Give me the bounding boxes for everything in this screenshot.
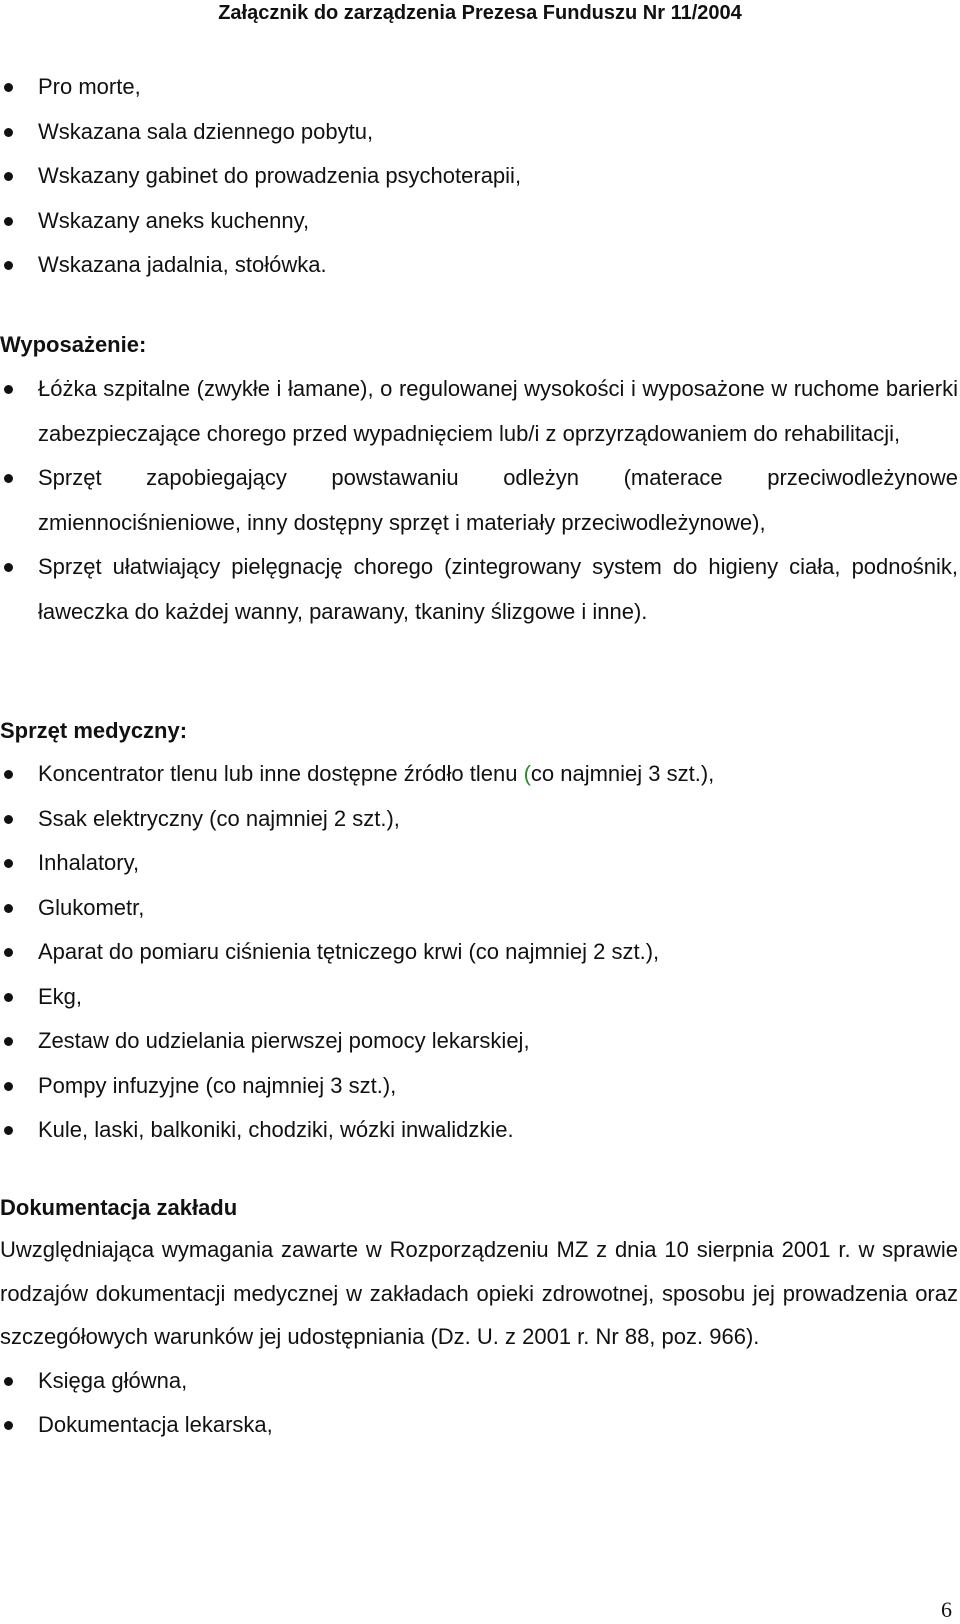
list-item: Ssak elektryczny (co najmniej 2 szt.), xyxy=(0,797,958,842)
list-item: Wskazana sala dziennego pobytu, xyxy=(0,110,958,155)
documentation-heading: Dokumentacja zakładu xyxy=(0,1195,238,1220)
highlighted-paren: ( xyxy=(523,761,531,786)
rooms-section xyxy=(0,65,958,288)
list-item: Zestaw do udzielania pierwszej pomocy lekarskiej, xyxy=(0,1019,958,1064)
equipment-section xyxy=(0,367,958,634)
list-item: Sprzęt zapobiegający powstawaniu odleżyn (materace przeciwodleżynowe zmiennociśnieniowe, inny dostępny sprzęt i materiały przeciwodleżynowe), xyxy=(0,456,958,545)
bullet-icon xyxy=(4,1037,13,1046)
bullet-icon xyxy=(4,83,13,92)
documentation-section xyxy=(0,1228,958,1448)
bullet-icon xyxy=(4,261,13,270)
bullet-icon xyxy=(4,1377,13,1386)
medical-heading: Sprzęt medyczny: xyxy=(0,718,188,743)
bullet-icon xyxy=(4,1421,13,1430)
list-item: Łóżka szpitalne (zwykłe i łamane), o regulowanej wysokości i wyposażone w ruchome barierki zabezpieczające chorego przed wypadnięciem lub/i z oprzyrządowaniem do rehabilitacji, xyxy=(0,367,958,456)
list-item: Wskazana jadalnia, stołówka. xyxy=(0,243,958,288)
list-item: Glukometr, xyxy=(0,886,958,931)
list-item: Wskazany gabinet do prowadzenia psychoterapii, xyxy=(0,154,958,199)
documentation-paragraph: Uwzględniająca wymagania zawarte w Rozporządzeniu MZ z dnia 10 sierpnia 2001 r. w sprawie rodzajów dokumentacji medycznej w zakładach opieki zdrowotnej, sposobu jej prowadzenia oraz szczegółowych warunków jej udostępniania (Dz. U. z 2001 r. Nr 88, poz. 966). xyxy=(0,1237,958,1349)
list-item: Ekg, xyxy=(0,975,958,1020)
list-item: Wskazany aneks kuchenny, xyxy=(0,199,958,244)
page-number: 6 xyxy=(941,1597,952,1622)
documentation-list xyxy=(0,1359,958,1448)
rooms-list xyxy=(0,65,958,288)
medical-list xyxy=(0,752,958,1153)
medical-section xyxy=(0,752,958,1153)
bullet-icon xyxy=(4,217,13,226)
bullet-icon xyxy=(4,993,13,1002)
list-item: Pompy infuzyjne (co najmniej 3 szt.), xyxy=(0,1064,958,1109)
bullet-icon xyxy=(4,563,13,572)
bullet-icon xyxy=(4,474,13,483)
list-item: Kule, laski, balkoniki, chodziki, wózki inwalidzkie. xyxy=(0,1108,958,1153)
equipment-heading: Wyposażenie: xyxy=(0,332,147,357)
bullet-icon xyxy=(4,904,13,913)
list-item: Koncentrator tlenu lub inne dostępne źródło tlenu (co najmniej 3 szt.), xyxy=(0,752,958,797)
bullet-icon xyxy=(4,128,13,137)
list-item: Księga główna, xyxy=(0,1359,958,1404)
list-item: Dokumentacja lekarska, xyxy=(0,1403,958,1448)
bullet-icon xyxy=(4,1082,13,1091)
bullet-icon xyxy=(4,1126,13,1135)
list-item: Inhalatory, xyxy=(0,841,958,886)
list-item: Aparat do pomiaru ciśnienia tętniczego krwi (co najmniej 2 szt.), xyxy=(0,930,958,975)
equipment-list xyxy=(0,367,958,634)
bullet-icon xyxy=(4,172,13,181)
page-header: Załącznik do zarządzenia Prezesa Funduszu Nr 11/2004 xyxy=(218,2,742,24)
list-item: Sprzęt ułatwiający pielęgnację chorego (zintegrowany system do higieny ciała, podnośnik, ławeczka do każdej wanny, parawany, tkaniny ślizgowe i inne). xyxy=(0,545,958,634)
bullet-icon xyxy=(4,770,13,779)
bullet-icon xyxy=(4,815,13,824)
bullet-icon xyxy=(4,385,13,394)
list-item: Pro morte, xyxy=(0,65,958,110)
bullet-icon xyxy=(4,859,13,868)
bullet-icon xyxy=(4,948,13,957)
